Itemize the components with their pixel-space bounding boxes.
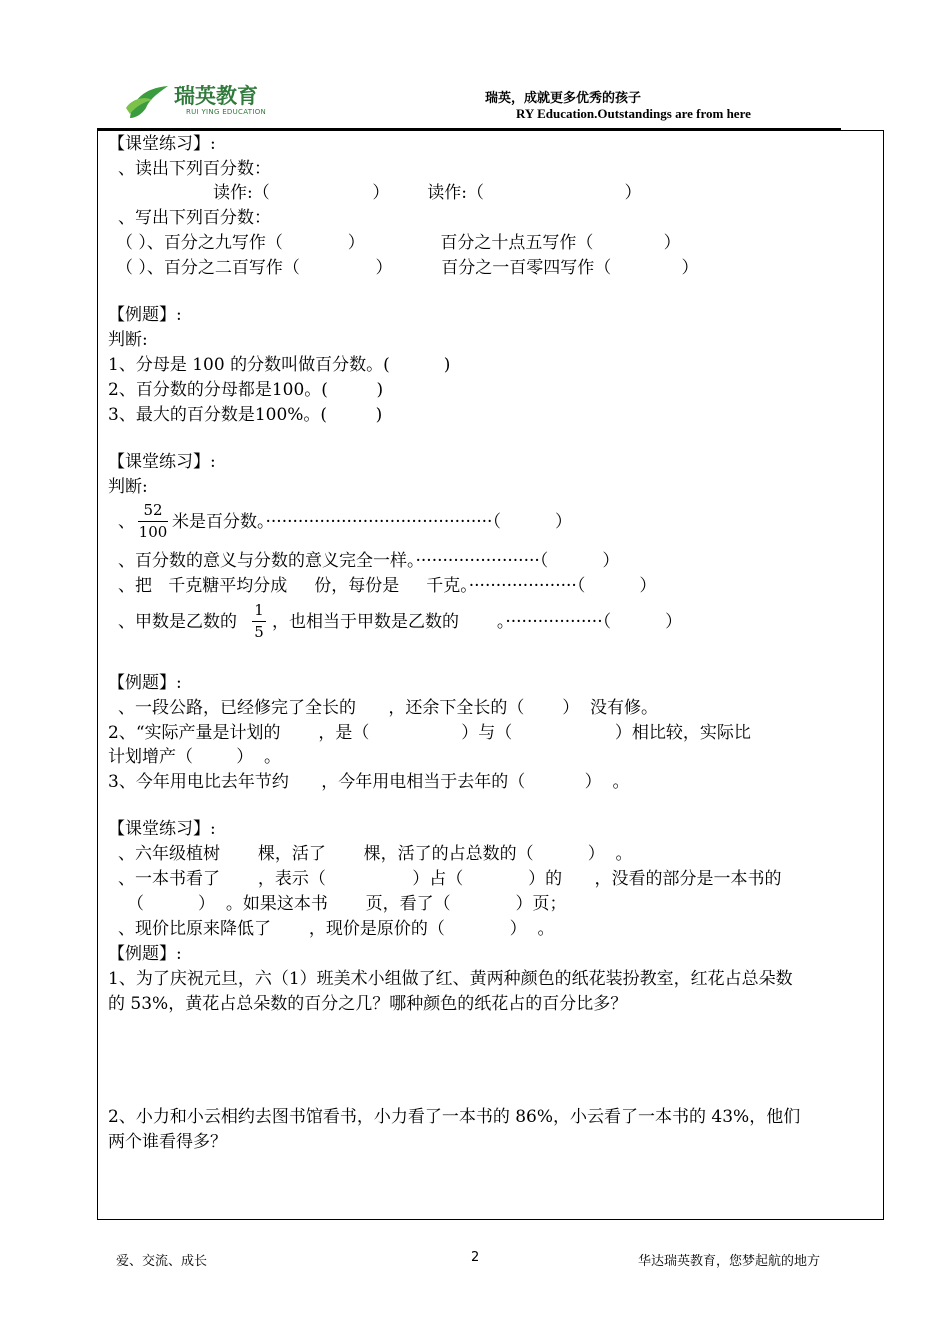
text-line: 、百分数的意义与分数的意义完全一样。·······················（ ） [118,551,620,571]
text-line: 、甲数是乙数的 [118,612,237,632]
worksheet-box [97,130,884,1220]
text-line: 2、“实际产量是计划的 ，是（ ）与（ ）相比较，实际比 [108,723,751,743]
text-line: 、写出下列百分数： [118,208,271,228]
fraction-bar [138,521,168,522]
text-line: ，也相当于甲数是乙数的 。··················（ ） [272,612,683,632]
text-line: （ ）、百分之二百写作（ ） 百分之一百零四写作（ ） [116,258,699,278]
fraction-numerator: 1 [254,601,264,619]
text-line: 、 [118,512,135,532]
text-line: 2、百分数的分母都是100。( ) [108,380,384,400]
text-line: 计划增产（ ） 。 [108,747,282,767]
header-slogan-cn: 瑞英，成就更多优秀的孩子 [485,91,642,106]
footer-left: 爱、交流、成长 [116,1254,208,1269]
text-line: 、现价比原来降低了 ，现价是原价的（ ） 。 [118,919,555,939]
leaf-logo-icon [122,78,178,122]
text-line: 2、小力和小云相约去图书馆看书，小力看了一本书的 86%，小云看了一本书的 43%，他们 [108,1107,801,1127]
text-line: 【例题】: [108,673,182,693]
fraction-bar [252,621,266,622]
text-line: 1、分母是 100 的分数叫做百分数。( ) [108,355,451,375]
fraction [252,602,266,641]
text-line: 、读出下列百分数： [118,159,271,179]
text-line: 、六年级植树 棵，活了 棵，活了的占总数的（ ） 。 [118,844,633,864]
fraction-denominator: 5 [254,623,264,641]
text-line: 【例题】: [108,305,182,325]
header-slogan-en: RY Education.Outstandings are from here [516,106,751,121]
text-line: 、把 千克糖平均分成 份，每份是 千克。····················（ ） [118,576,657,596]
text-line: 两个谁看得多？ [108,1132,227,1152]
fraction [138,502,168,541]
text-line: 的 53%，黄花占总朵数的百分之几？哪种颜色的纸花占的百分比多？ [108,994,628,1014]
text-line: 读作:（ ） 读作:（ ） [213,183,642,203]
text-line: （ ）、百分之九写作（ ） 百分之十点五写作（ ） [116,233,681,253]
text-line: 【课堂练习】: [108,452,216,472]
text-line: 、一本书看了 ，表示（ ）占（ ）的 ，没看的部分是一本书的 [118,869,782,889]
company-logo [122,78,282,124]
text-line: 【课堂练习】: [108,819,216,839]
text-line: 【课堂练习】: [108,134,216,154]
text-line: （ ） 。如果这本书 页，看了（ ）页； [127,894,567,914]
text-line: 【例题】: [108,944,182,964]
text-line: 米是百分数。··········································（ ） [172,512,572,532]
text-line: 3、最大的百分数是100%。( ) [108,405,383,425]
logo-subtitle: RUI YING EDUCATION [186,108,267,116]
text-line: 判断: [108,330,148,350]
fraction-numerator: 52 [143,501,163,519]
text-line: 3、今年用电比去年节约 ，今年用电相当于去年的（ ） 。 [108,772,630,792]
text-line: 判断: [108,477,148,497]
page-number: 2 [471,1250,480,1265]
logo-text: 瑞英教育 [174,84,258,108]
text-line: 、一段公路，已经修完了全长的 ，还余下全长的（ ） 没有修。 [118,698,659,718]
fraction-denominator: 100 [138,523,168,541]
text-line: 1、为了庆祝元旦，六（1）班美术小组做了红、黄两种颜色的纸花装扮教室，红花占总朵数 [108,969,793,989]
footer-right: 华达瑞英教育，您梦起航的地方 [638,1254,821,1269]
